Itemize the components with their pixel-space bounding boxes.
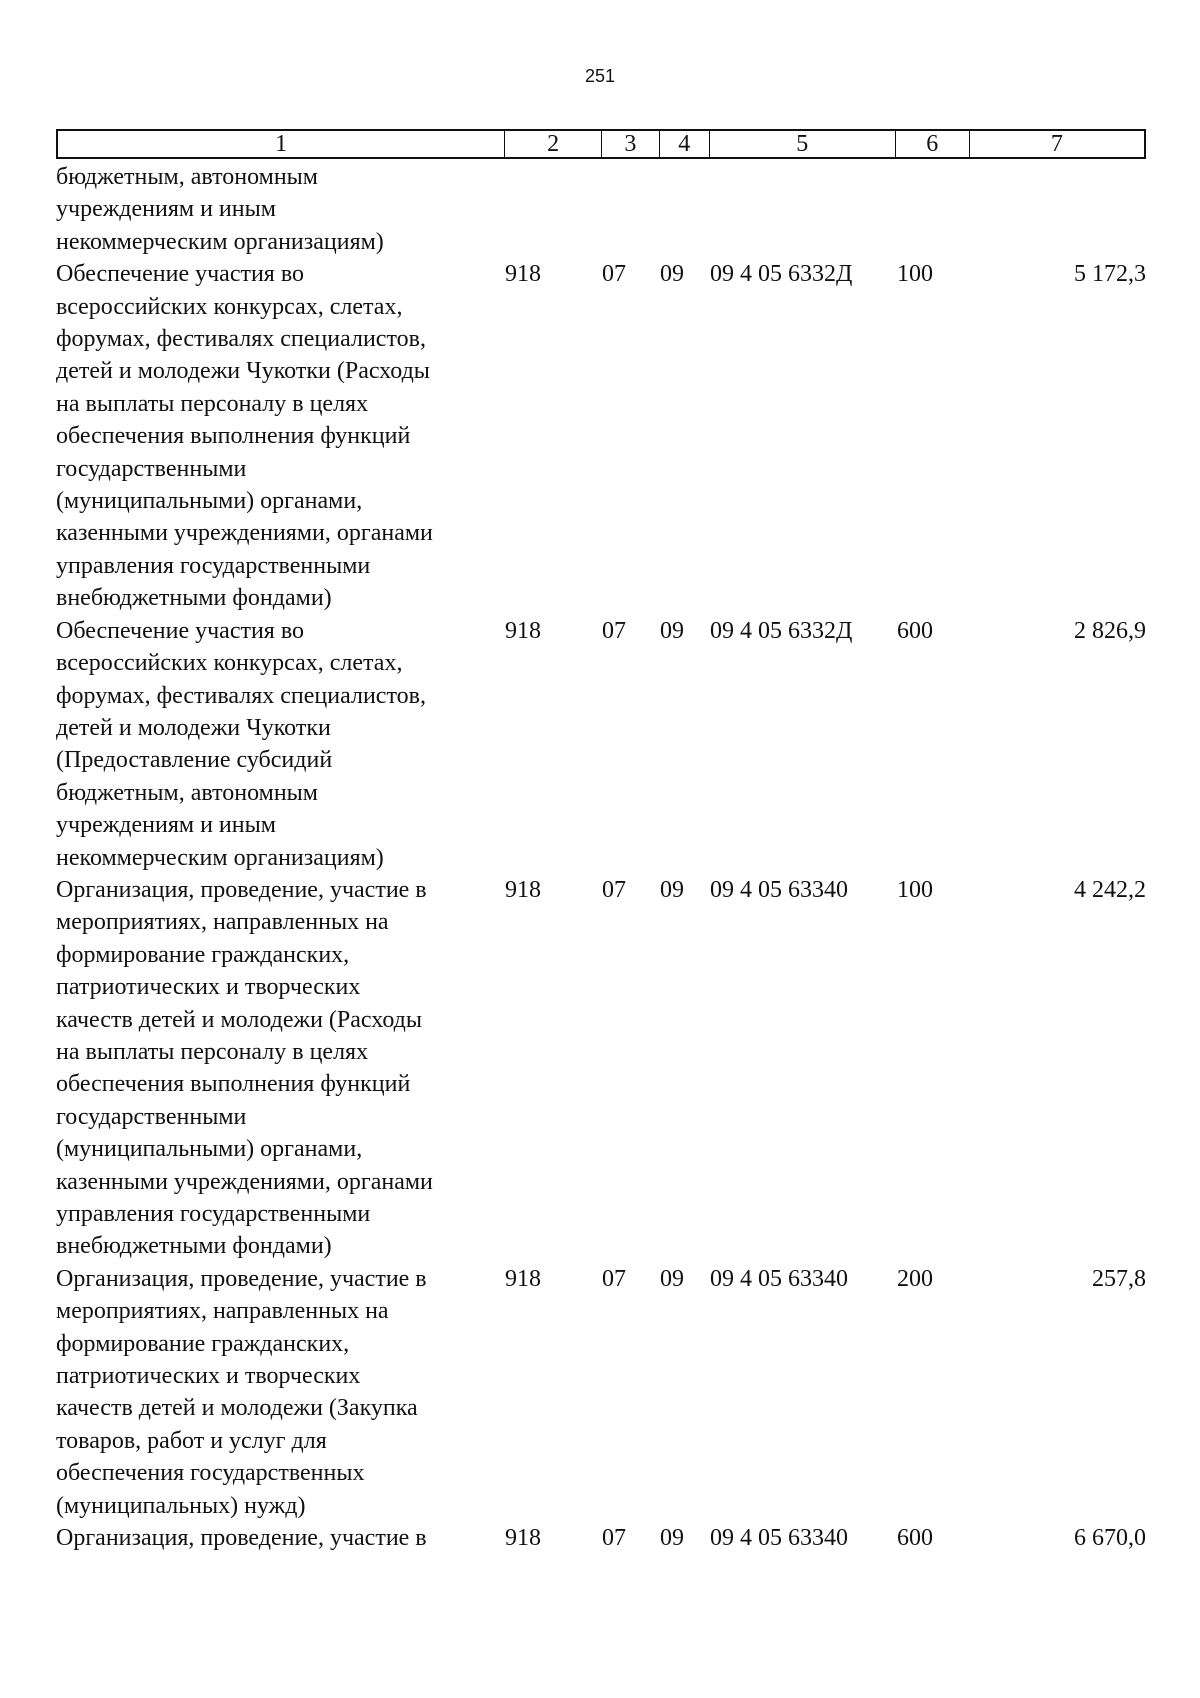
page-number: 251 <box>584 66 616 86</box>
row-description: Организация, проведение, участие в мероприятиях, направленных на формирование гражданских, патриотических и творческих качеств детей и молодежи (Расходы на выплаты персоналу в целях обеспечения выполнения функций государственными (муниципальными) органами, казенными учреждениями, органами управления государственными внебюджетными фондами) <box>56 876 433 1260</box>
amount: 5 172,3 <box>1074 261 1146 288</box>
ministry-code: 918 <box>505 617 541 644</box>
section-code: 07 <box>602 876 626 903</box>
target-article-code <box>710 161 897 258</box>
subsection-code: 09 <box>660 261 684 288</box>
expense-type-code: 100 <box>897 876 933 903</box>
subsection-code: 09 <box>660 617 684 644</box>
subsection-code: 09 <box>660 876 684 903</box>
column-header: 2 <box>505 131 602 157</box>
amount: 4 242,2 <box>1074 876 1146 903</box>
column-header: 1 <box>58 131 505 157</box>
expense-type-code: 200 <box>897 1265 933 1292</box>
target-article-code: 09 4 05 63340 <box>710 1265 848 1292</box>
target-article-code: 09 4 05 6332Д <box>710 261 853 288</box>
amount <box>971 161 1146 258</box>
section-code: 07 <box>602 1265 626 1292</box>
table-row <box>56 258 1146 614</box>
ministry-code: 918 <box>505 1525 541 1552</box>
row-description: Организация, проведение, участие в <box>56 1525 427 1552</box>
expense-type-code <box>897 161 971 258</box>
section-code: 07 <box>602 617 626 644</box>
row-description: Организация, проведение, участие в мероприятиях, направленных на формирование гражданских, патриотических и творческих качеств детей и молодежи (Закупка товаров, работ и услуг для обеспечения государственных (муниципальных) нужд) <box>56 1265 427 1519</box>
ministry-code <box>505 161 602 258</box>
subsection-code: 09 <box>660 1525 684 1552</box>
table-row <box>56 1263 1146 1522</box>
subsection-code: 09 <box>660 1265 684 1292</box>
target-article-code: 09 4 05 63340 <box>710 1525 848 1552</box>
table-body <box>56 161 1146 1554</box>
column-header: 6 <box>896 131 970 157</box>
section-code: 07 <box>602 261 626 288</box>
amount: 6 670,0 <box>1074 1525 1146 1552</box>
subsection-code <box>660 161 710 258</box>
ministry-code: 918 <box>505 1265 541 1292</box>
table-row <box>56 615 1146 874</box>
column-header: 3 <box>602 131 660 157</box>
amount: 2 826,9 <box>1074 617 1146 644</box>
row-description: Обеспечение участия во всероссийских конкурсах, слетах, форумах, фестивалях специалистов, детей и молодежи Чукотки (Расходы на выплаты персоналу в целях обеспечения выполнения функций государственными (муниципальными) органами, казенными учреждениями, органами управления государственными внебюджетными фондами) <box>56 261 433 612</box>
table-row <box>56 1522 1146 1554</box>
column-header: 7 <box>1050 131 1063 157</box>
section-code: 07 <box>602 1525 626 1552</box>
amount: 257,8 <box>1092 1265 1146 1292</box>
expense-type-code: 100 <box>897 261 933 288</box>
ministry-code: 918 <box>505 876 541 903</box>
target-article-code: 09 4 05 6332Д <box>710 617 853 644</box>
expense-type-code: 600 <box>897 617 933 644</box>
column-header: 5 <box>710 131 896 157</box>
row-description: Обеспечение участия во всероссийских конкурсах, слетах, форумах, фестивалях специалистов, детей и молодежи Чукотки (Предоставление субсидий бюджетным, автономным учреждениям и иным некоммерческим организациям) <box>56 617 426 871</box>
ministry-code: 918 <box>505 261 541 288</box>
row-description: бюджетным, автономным учреждениям и иным некоммерческим организациям) <box>56 164 384 255</box>
table-header-row <box>56 129 1146 159</box>
column-header: 4 <box>660 131 710 157</box>
section-code <box>602 161 660 258</box>
table-row <box>56 874 1146 1263</box>
expense-type-code: 600 <box>897 1525 933 1552</box>
table-row <box>56 161 1146 258</box>
target-article-code: 09 4 05 63340 <box>710 876 848 903</box>
